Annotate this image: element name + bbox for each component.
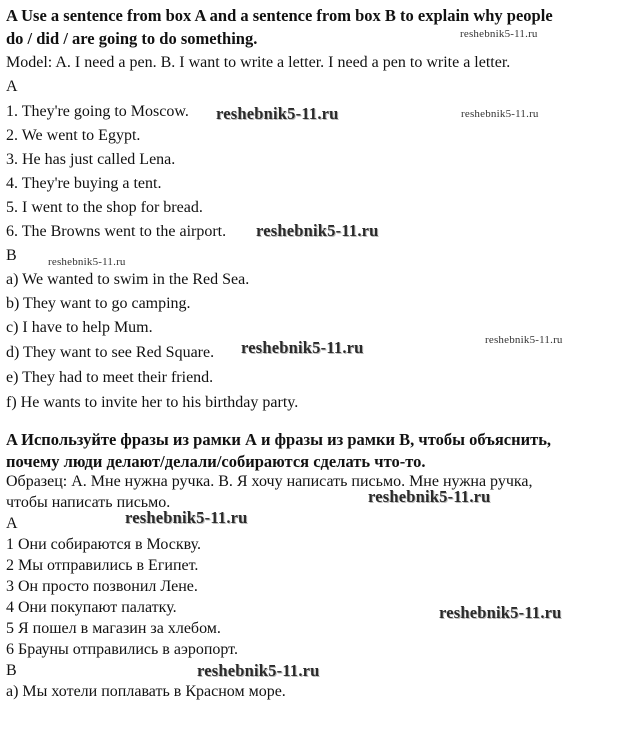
watermark: reshebnik5-11.ru	[256, 221, 379, 240]
ru-model-line2: чтобы написать письмо.	[6, 494, 171, 511]
box-a-item-1: 1. They're going to Moscow.	[6, 103, 189, 120]
box-a-label: A	[6, 78, 18, 95]
ru-box-b-item-a: а) Мы хотели поплавать в Красном море.	[6, 683, 286, 700]
box-b-item-d: d) They want to see Red Square.	[6, 344, 215, 361]
ru-box-b-label: В	[6, 662, 17, 679]
watermark: reshebnik5-11.ru	[439, 603, 562, 622]
box-a-item-6: 6. The Browns went to the airport.	[6, 223, 227, 240]
watermark: reshebnik5-11.ru	[125, 508, 248, 527]
ru-model-line1: Образец: А. Мне нужна ручка. В. Я хочу написать письмо. Мне нужна ручка,	[6, 473, 533, 490]
ru-box-a-item-2: 2 Мы отправились в Египет.	[6, 557, 199, 574]
watermark: reshebnik5-11.ru	[368, 487, 491, 506]
box-a-item-2: 2. We went to Egypt.	[6, 127, 141, 144]
ru-box-a-label: А	[6, 515, 18, 532]
watermark: reshebnik5-11.ru	[241, 338, 364, 357]
box-b-item-b: b) They want to go camping.	[6, 295, 191, 312]
watermark: reshebnik5-11.ru	[461, 108, 539, 120]
task-heading-line2: do / did / are going to do something.	[6, 29, 258, 48]
ru-task-heading-line2: почему люди делают/делали/собираются сделать что-то.	[6, 452, 426, 471]
box-a-item-5: 5. I went to the shop for bread.	[6, 199, 203, 216]
box-b-item-f: f) He wants to invite her to his birthday party.	[6, 394, 299, 411]
box-a-item-4: 4. They're buying a tent.	[6, 175, 162, 192]
box-b-label: B	[6, 247, 17, 264]
ru-box-a-item-6: 6 Брауны отправились в аэропорт.	[6, 641, 238, 658]
watermark: reshebnik5-11.ru	[485, 334, 563, 346]
ru-box-a-item-5: 5 Я пошел в магазин за хлебом.	[6, 620, 221, 637]
watermark: reshebnik5-11.ru	[460, 28, 538, 40]
ru-box-a-item-4: 4 Они покупают палатку.	[6, 599, 177, 616]
watermark: reshebnik5-11.ru	[216, 104, 339, 123]
model-line: Model: A. I need a pen. B. I want to write a letter. I need a pen to write a letter.	[6, 54, 511, 71]
task-heading-line1: A Use a sentence from box A and a sentence from box B to explain why people	[6, 6, 553, 25]
box-a-item-3: 3. He has just called Lena.	[6, 151, 176, 168]
watermark: reshebnik5-11.ru	[48, 256, 126, 268]
box-b-item-a: a) We wanted to swim in the Red Sea.	[6, 271, 250, 288]
ru-box-a-item-3: 3 Он просто позвонил Лене.	[6, 578, 198, 595]
box-b-item-e: e) They had to meet their friend.	[6, 369, 214, 386]
box-b-item-c: c) I have to help Mum.	[6, 319, 153, 336]
watermark: reshebnik5-11.ru	[197, 661, 320, 680]
ru-task-heading-line1: A Используйте фразы из рамки А и фразы из рамки В, чтобы объяснить,	[6, 430, 552, 449]
ru-box-a-item-1: 1 Они собираются в Москву.	[6, 536, 202, 553]
